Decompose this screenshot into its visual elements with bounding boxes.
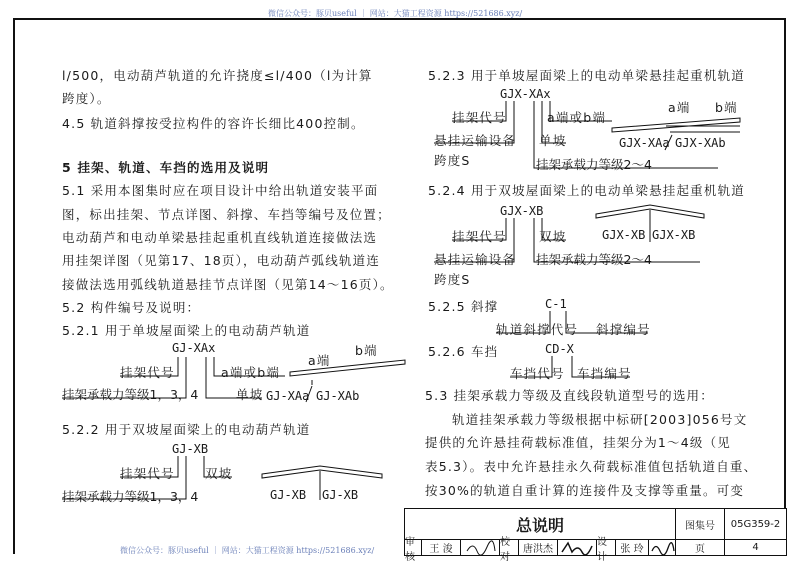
label: 单坡 xyxy=(539,133,567,148)
section-5-2: 5.2 构件编号及说明： xyxy=(62,300,201,315)
designer-signature xyxy=(648,539,676,556)
label: 斜撑编号 xyxy=(596,322,651,337)
label: 车挡代号 xyxy=(510,366,565,381)
label: b端 xyxy=(715,100,738,115)
label: 挂架承载力等级1，3，4 xyxy=(62,489,199,504)
section-4-5: 4.5 轨道斜撑按受拉构件的容许长细比400控制。 xyxy=(62,116,365,131)
label: 挂架代号 xyxy=(452,110,507,125)
checker-signature xyxy=(557,539,597,556)
text-line: 图，标出挂架、节点详图、斜撑、车挡等编号及位置； xyxy=(62,207,391,222)
label: a端 xyxy=(668,100,691,115)
text-line: 按30%的轨道自重计算的连接件及支撑等重量。可变 xyxy=(425,483,745,498)
code-label: GJX-XAa xyxy=(619,136,670,150)
section-5-3: 5.3 挂架承载力等级及直线段轨道型号的选用： xyxy=(425,388,714,403)
design-label: 设计 xyxy=(596,539,616,556)
text-line: 5.1 采用本图集时应在项目设计中给出轨道安装平面 xyxy=(62,183,379,198)
drawing-title: 总说明 xyxy=(404,508,676,540)
text-line: 电动葫芦和电动单梁悬挂起重机直线轨道连接做法选 xyxy=(62,230,378,245)
section-5-heading: 5 挂架、轨道、车挡的选用及说明 xyxy=(62,160,270,175)
code-label: C-1 xyxy=(545,297,567,311)
label: 跨度S xyxy=(434,272,471,287)
section-5-2-6: 5.2.6 车挡 xyxy=(428,344,499,359)
section-5-2-2: 5.2.2 用于双坡屋面梁上的电动葫芦轨道 xyxy=(62,422,311,437)
section-5-2-5: 5.2.5 斜撑 xyxy=(428,299,499,314)
code-label: GJ-XAx xyxy=(172,341,216,355)
review-label: 审核 xyxy=(404,539,422,556)
label: 轨道斜撑代号 xyxy=(496,322,579,337)
text-line: 表5.3）。表中允许悬挂永久荷载标准值包括轨道自重、 xyxy=(425,459,758,474)
code-label: GJ-XAa xyxy=(266,389,310,403)
section-5-2-3: 5.2.3 用于单坡屋面梁上的电动单梁悬挂起重机轨道 xyxy=(428,68,745,83)
code-label: GJX-XB xyxy=(652,228,696,242)
page-label: 页 xyxy=(675,539,725,556)
code-label: GJX-XB xyxy=(602,228,646,242)
code-label: GJX-XAb xyxy=(675,136,726,150)
watermark-top: 微信公众号：豚贝useful ｜ 网站：大猫工程资源 https://521686.xyz/ xyxy=(268,9,523,18)
text-line: 接做法选用弧线轨道悬挂节点详图（见第14～16页）。 xyxy=(62,277,394,292)
label: 挂架承载力等级2～4 xyxy=(536,157,652,172)
label: 挂架承载力等级1，3，4 xyxy=(62,387,199,402)
label: 悬挂运输设备 xyxy=(434,252,517,267)
code-label: GJ-XB xyxy=(270,488,307,502)
atlas-label: 图集号 xyxy=(675,508,725,540)
check-label: 校对 xyxy=(499,539,519,556)
code-label: GJX-XAx xyxy=(500,87,551,101)
text-line: l/500，电动葫芦轨道的允许挠度≤l/400（l为计算 xyxy=(62,68,373,83)
section-5-2-1: 5.2.1 用于单坡屋面梁上的电动葫芦轨道 xyxy=(62,323,311,338)
code-label: GJX-XB xyxy=(500,204,544,218)
code-label: CD-X xyxy=(545,342,574,356)
label: a端或b端 xyxy=(547,110,607,125)
label: a端或b端 xyxy=(221,365,281,380)
label: 双坡 xyxy=(539,229,567,244)
label: 挂架代号 xyxy=(452,229,507,244)
reviewer-name: 王 浚 xyxy=(421,539,461,556)
text-line: 轨道挂架承载力等级根据中标研[2003]056号文 xyxy=(452,412,748,427)
designer-name: 张 玲 xyxy=(615,539,649,556)
code-label: GJ-XB xyxy=(322,488,359,502)
atlas-number: 05G359-2 xyxy=(724,508,787,540)
text-line: 用挂架详图（见第17、18页），电动葫芦弧线轨道连 xyxy=(62,253,381,268)
text-line: 跨度）。 xyxy=(62,91,111,106)
code-label: GJ-XB xyxy=(172,442,209,456)
label: 单坡 xyxy=(236,387,264,402)
label: 跨度S xyxy=(434,153,471,168)
label: 车挡编号 xyxy=(577,366,632,381)
label: b端 xyxy=(355,343,378,358)
label: 双坡 xyxy=(205,466,233,481)
reviewer-signature xyxy=(460,539,500,556)
label: a端 xyxy=(308,353,331,368)
page-number: 4 xyxy=(724,539,787,556)
code-label: GJ-XAb xyxy=(316,389,360,403)
label: 悬挂运输设备 xyxy=(434,133,517,148)
checker-name: 唐洪杰 xyxy=(518,539,558,556)
label: 挂架代号 xyxy=(120,365,175,380)
text-line: 提供的允许悬挂荷载标准值，挂架分为1～4级（见 xyxy=(425,435,732,450)
label: 挂架代号 xyxy=(120,466,175,481)
label: 挂架承载力等级2～4 xyxy=(536,252,652,267)
watermark-bottom: 微信公众号：豚贝useful ｜ 网站：大猫工程资源 https://521686.xyz/ xyxy=(120,546,375,555)
section-5-2-4: 5.2.4 用于双坡屋面梁上的电动单梁悬挂起重机轨道 xyxy=(428,183,745,198)
